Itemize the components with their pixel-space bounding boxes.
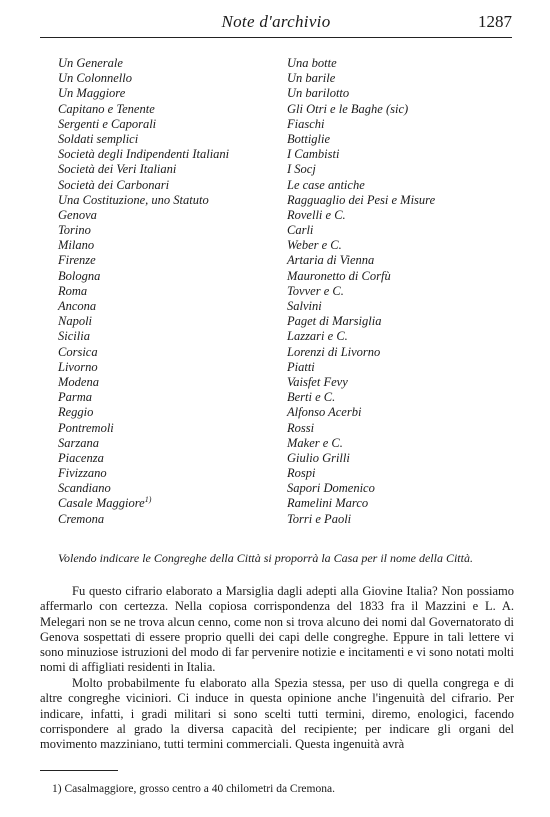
cipher-term: Napoli xyxy=(58,314,93,329)
cipher-note: Volendo indicare le Congreghe della Città si proporrà la Casa per il nome della Città. xyxy=(58,551,473,565)
cipher-code: Carli xyxy=(287,223,314,238)
cipher-code: Weber e C. xyxy=(287,238,342,253)
cipher-row xyxy=(58,102,518,117)
cipher-term: Parma xyxy=(58,390,93,405)
cipher-term: Corsica xyxy=(58,344,98,359)
cipher-term: Cremona xyxy=(58,511,105,526)
cipher-row xyxy=(58,132,518,147)
cipher-code: I Cambisti xyxy=(287,147,340,162)
cipher-row xyxy=(58,466,518,481)
cipher-row xyxy=(58,496,518,511)
cipher-row xyxy=(58,375,518,390)
cipher-term: Soldati semplici xyxy=(58,131,139,146)
cipher-code: Gli Otri e le Baghe (sic) xyxy=(287,101,409,116)
cipher-code: Sapori Domenico xyxy=(287,481,375,496)
cipher-term-wrap xyxy=(58,496,151,511)
cipher-row xyxy=(58,345,518,360)
cipher-row xyxy=(58,117,518,132)
cipher-row xyxy=(58,86,518,101)
cipher-term: Sarzana xyxy=(58,435,99,450)
cipher-row xyxy=(58,329,518,344)
cipher-code: Un barilotto xyxy=(287,86,350,101)
cipher-term: Una Costituzione, uno Statuto xyxy=(58,192,209,207)
cipher-term: Genova xyxy=(58,207,97,222)
cipher-row xyxy=(58,223,518,238)
cipher-term: Un Generale xyxy=(58,56,123,70)
cipher-term: Milano xyxy=(58,238,95,253)
cipher-term: Bologna xyxy=(58,268,101,283)
cipher-row xyxy=(58,299,518,314)
cipher-row xyxy=(58,390,518,405)
cipher-term: Piacenza xyxy=(58,450,104,465)
cipher-code: Salvini xyxy=(287,299,322,313)
cipher-code: Lazzari e C. xyxy=(287,329,348,344)
cipher-row xyxy=(58,451,518,466)
footnote-rule xyxy=(40,770,118,771)
cipher-row xyxy=(58,253,518,268)
cipher-term: Livorno xyxy=(58,359,98,374)
cipher-row xyxy=(58,360,518,375)
cipher-term: Un Colonnello xyxy=(58,71,132,86)
cipher-row xyxy=(58,71,518,86)
cipher-table xyxy=(58,56,518,527)
cipher-row xyxy=(58,56,518,71)
cipher-row xyxy=(58,314,518,329)
cipher-term: Casale Maggiore xyxy=(58,496,145,511)
cipher-code: Lorenzi di Livorno xyxy=(287,344,381,359)
cipher-code: Un barile xyxy=(287,71,336,86)
cipher-term: Società degli Indipendenti Italiani xyxy=(58,147,230,162)
cipher-row xyxy=(58,481,518,496)
footnote-marker: 1) xyxy=(52,783,62,795)
cipher-code: I Socj xyxy=(287,162,316,177)
cipher-row xyxy=(58,162,518,177)
cipher-term: Società dei Carbonari xyxy=(58,177,170,192)
cipher-code: Una botte xyxy=(287,56,337,70)
cipher-term: Sicilia xyxy=(58,329,90,344)
cipher-code: Artaria di Vienna xyxy=(287,253,375,268)
cipher-term: Firenze xyxy=(58,253,96,268)
cipher-code: Fiaschi xyxy=(287,116,325,131)
cipher-row xyxy=(58,421,518,436)
footnote-ref: 1) xyxy=(144,495,152,505)
cipher-code: Ramelini Marco xyxy=(287,496,369,511)
cipher-term: Capitano e Tenente xyxy=(58,101,155,116)
cipher-term: Sergenti e Caporali xyxy=(58,116,157,131)
cipher-code: Berti e C. xyxy=(287,390,336,405)
paragraph-1: Fu questo cifrario elaborato a Marsiglia dagli adepti alla Giovine Italia? Non possiamo affermarlo con certezza. Nella copiosa corrispondenza del 1833 fra il Mazzini e L. A. Melegari non se ne trova alcun cenno, come non si trova alcuno dei nomi dal Governatorato di Genova sospettati di essere proprio quelli dei capi delle congreghe. Eppure in tali lettere vi sono minuziose istruzioni del modo di far pervenire notizie e incitamenti e vi sono notati molti nomi di affigliati residenti in Italia. xyxy=(40,584,514,675)
cipher-row xyxy=(58,436,518,451)
cipher-term: Torino xyxy=(58,223,91,238)
cipher-code: Piatti xyxy=(287,359,315,374)
cipher-term: Pontremoli xyxy=(58,420,114,435)
running-title: Note d'archivio xyxy=(221,12,331,31)
cipher-code: Giulio Grilli xyxy=(287,450,350,465)
paragraph-2: Molto probabilmente fu elaborato alla Spezia stessa, per uso di quella congrega e di altre congreghe viciniori. Ci induce in questa opinione anche l'ingenuità del cifrario. Per indicare, infatti, i gradi militari si sono scelti tutti termini, diremo, enologici, facendo corrispondere al grado la diversa capacità del recipiente; per indicare gli organi del movimento mazziniano, tutti termini commerciali. Questa ingenuità avrà xyxy=(40,676,514,752)
cipher-row xyxy=(58,284,518,299)
cipher-code: Bottiglie xyxy=(287,131,331,146)
page-header xyxy=(40,12,512,34)
cipher-code: Vaisfet Fevy xyxy=(287,374,348,389)
cipher-code: Maker e C. xyxy=(287,435,343,450)
cipher-row xyxy=(58,147,518,162)
cipher-code: Alfonso Acerbi xyxy=(287,405,362,420)
cipher-row xyxy=(58,269,518,284)
cipher-code: Ragguaglio dei Pesi e Misure xyxy=(287,192,436,207)
cipher-code: Le case antiche xyxy=(287,177,365,192)
footnote-text: Casalmaggiore, grosso centro a 40 chilometri da Cremona. xyxy=(64,783,335,795)
cipher-term: Società dei Veri Italiani xyxy=(58,162,177,177)
cipher-term: Fivizzano xyxy=(58,466,107,481)
header-rule xyxy=(40,37,512,38)
footnote xyxy=(52,783,335,795)
cipher-code: Rospi xyxy=(287,466,316,481)
cipher-row xyxy=(58,193,518,208)
cipher-term: Un Maggiore xyxy=(58,86,126,101)
cipher-term: Roma xyxy=(58,283,88,298)
cipher-code: Torri e Paoli xyxy=(287,511,352,526)
cipher-row xyxy=(58,405,518,420)
cipher-code: Rovelli e C. xyxy=(287,207,346,222)
cipher-code: Tovver e C. xyxy=(287,283,344,298)
cipher-term: Scandiano xyxy=(58,481,111,496)
cipher-row xyxy=(58,208,518,223)
cipher-row xyxy=(58,178,518,193)
cipher-term: Reggio xyxy=(58,405,94,420)
cipher-row xyxy=(58,238,518,253)
cipher-row xyxy=(58,512,518,527)
page-number: 1287 xyxy=(478,12,512,31)
cipher-term: Modena xyxy=(58,374,99,389)
cipher-code: Mauronetto di Corfù xyxy=(287,268,391,283)
cipher-term: Ancona xyxy=(58,299,97,313)
cipher-code: Rossi xyxy=(287,420,315,435)
cipher-code: Paget di Marsiglia xyxy=(287,314,382,329)
